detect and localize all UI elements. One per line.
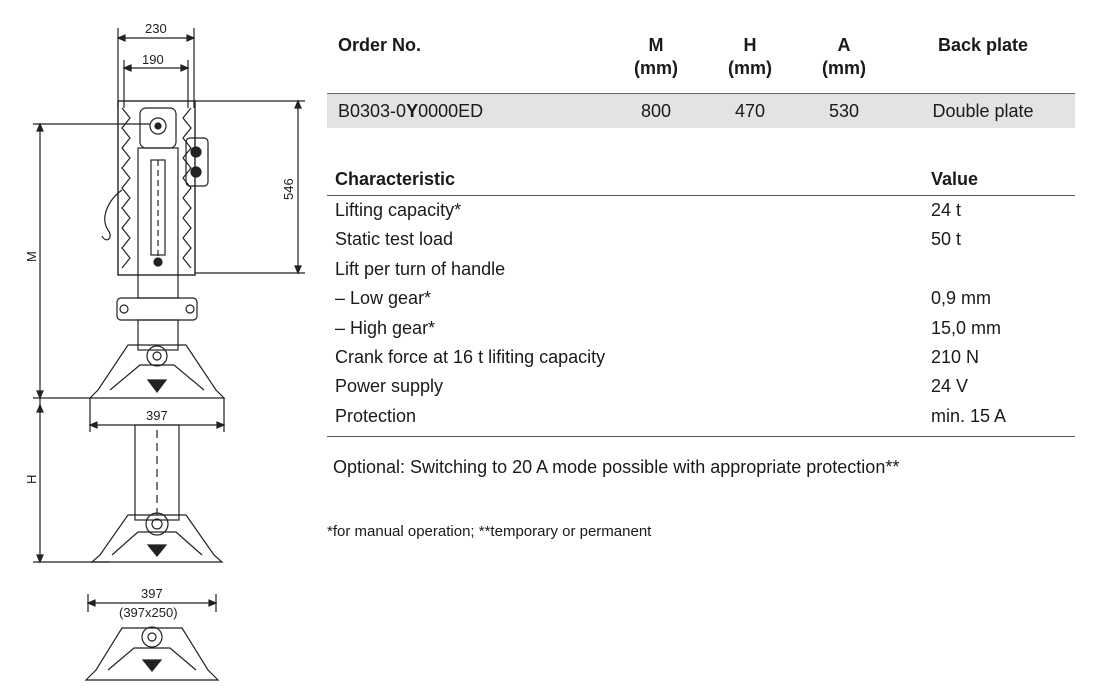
header-m: M (mm) <box>634 35 678 78</box>
technical-drawing <box>0 0 320 698</box>
row-value: 24 t <box>931 200 962 220</box>
table-row <box>327 255 1075 284</box>
dim-397-foot-label: 397 <box>146 408 168 423</box>
table-row <box>327 372 1075 401</box>
row-label: Power supply <box>335 376 444 397</box>
row-value: 210 N <box>931 346 980 367</box>
table-row <box>327 225 1075 254</box>
header-h: H (mm) <box>728 35 772 78</box>
order-number-cell: B0303-0Y0000ED <box>327 94 609 129</box>
header-order-no: Order No. <box>338 35 422 55</box>
footnote: *for manual operation; **temporary or permanent <box>327 523 652 540</box>
row-value: 0,9 mm <box>931 288 992 309</box>
row-label: Protection <box>335 405 417 426</box>
dim-h-label: H <box>24 474 39 484</box>
value-header-label: Value <box>931 169 979 189</box>
row-label: – Low gear* <box>335 288 432 309</box>
optional-note: Optional: Switching to 20 A mode possible with appropriate protection** <box>333 457 900 477</box>
row-value: 15,0 mm <box>931 317 1002 338</box>
table-row <box>327 94 1075 129</box>
header-back-plate: Back plate <box>937 35 1029 55</box>
dim-190-label: 190 <box>142 52 164 67</box>
dim-397-base-label: 397 <box>141 586 163 601</box>
m-cell: 800 <box>609 94 703 129</box>
table-row <box>327 284 1075 313</box>
row-value: 50 t <box>931 229 962 250</box>
table-row <box>327 314 1075 343</box>
characteristic-header-label: Characteristic <box>335 169 456 189</box>
row-value: min. 15 A <box>931 405 1007 426</box>
row-label: Crank force at 16 t lifiting capacity <box>335 346 606 367</box>
order-table-header <box>327 34 1075 94</box>
dim-230-label: 230 <box>145 21 167 36</box>
order-table <box>327 34 1075 128</box>
row-label: Static test load <box>335 229 454 250</box>
back-plate-cell: Double plate <box>891 94 1075 129</box>
h-cell: 470 <box>703 94 797 129</box>
characteristics-header <box>327 166 1075 196</box>
header-a: A (mm) <box>822 35 866 78</box>
table-row <box>327 402 1075 431</box>
dim-base-size-label: (397x250) <box>119 605 178 620</box>
characteristics-body <box>327 196 1075 437</box>
table-row <box>327 196 1075 225</box>
row-value <box>931 255 1075 284</box>
characteristics-table <box>327 166 1075 437</box>
row-label: – High gear* <box>335 317 436 338</box>
a-cell: 530 <box>797 94 891 129</box>
row-label: Lift per turn of handle <box>335 258 506 279</box>
landing-gear-drawing <box>0 0 320 698</box>
row-value: 24 V <box>931 376 969 397</box>
table-row <box>327 343 1075 372</box>
dim-546-label: 546 <box>281 178 296 200</box>
row-label: Lifting capacity* <box>335 200 462 220</box>
dim-m-label: M <box>24 251 39 262</box>
